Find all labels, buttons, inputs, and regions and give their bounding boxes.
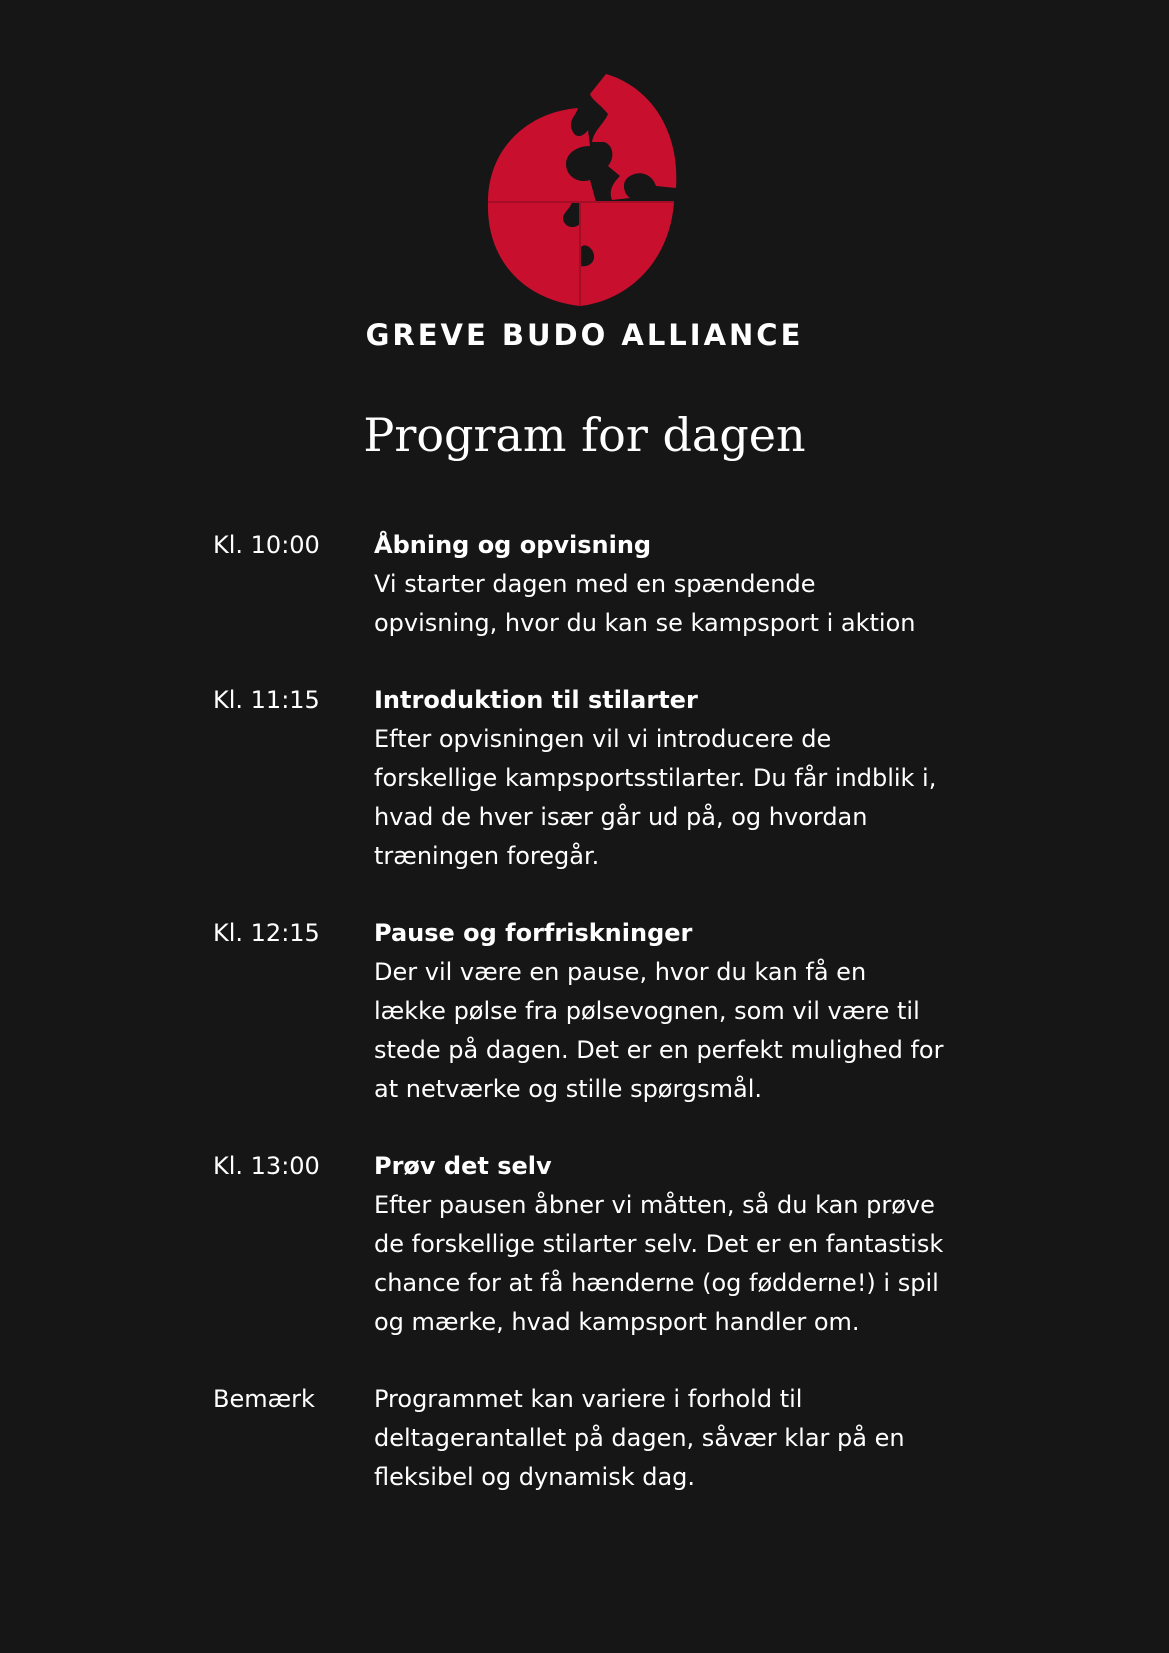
entry-description: Efter pausen åbner vi måtten, så du kan prøve de forskellige stilarter selv. Det er en fantastisk chance for at få hænderne (og fødderne!) i spil og mærke, hvad kampsport handler om.	[374, 1191, 944, 1336]
entry-time: Kl. 13:00	[213, 1152, 320, 1180]
note-content	[374, 1380, 944, 1497]
puzzle-piece-top-right	[590, 74, 676, 200]
entry-heading: Introduktion til stilarter	[374, 686, 698, 714]
program-list	[213, 526, 973, 1535]
entry-time: Kl. 10:00	[213, 531, 320, 559]
entry-heading: Pause og forfriskninger	[374, 919, 693, 947]
page-title: Program for dagen	[363, 408, 806, 462]
entry-content	[374, 914, 944, 1109]
entry-description: Der vil være en pause, hvor du kan få en lække pølse fra pølsevognen, som vil være til stede på dagen. Det er en perfekt mulighed for at netværke og stille spørgsmål.	[374, 958, 944, 1103]
note-text: Programmet kan variere i forhold til deltagerantallet på dagen, såvær klar på en fleksibel og dynamisk dag.	[374, 1385, 905, 1491]
puzzle-globe-icon	[480, 70, 690, 306]
puzzle-piece-bottom-left	[488, 202, 582, 306]
program-entry	[213, 526, 973, 643]
entry-description: Efter opvisningen vil vi introducere de forskellige kampsportsstilarter. Du får indblik i, hvad de hver især går ud på, og hvordan træningen foregår.	[374, 725, 937, 870]
entry-heading: Prøv det selv	[374, 1152, 552, 1180]
note-entry	[213, 1380, 973, 1497]
entry-content	[374, 1147, 944, 1342]
entry-heading: Åbning og opvisning	[374, 531, 652, 559]
entry-time: Kl. 11:15	[213, 686, 320, 714]
note-label: Bemærk	[213, 1385, 315, 1413]
puzzle-piece-top-left	[488, 108, 596, 202]
entry-content	[374, 681, 944, 876]
entry-description: Vi starter dagen med en spændende opvisning, hvor du kan se kampsport i aktion	[374, 570, 916, 637]
program-entry	[213, 1147, 973, 1342]
entry-time: Kl. 12:15	[213, 919, 320, 947]
entry-content	[374, 526, 944, 643]
program-entry	[213, 681, 973, 876]
brand-name: GREVE BUDO ALLIANCE	[365, 318, 804, 352]
puzzle-piece-bottom-right	[580, 202, 674, 306]
program-entry	[213, 914, 973, 1109]
